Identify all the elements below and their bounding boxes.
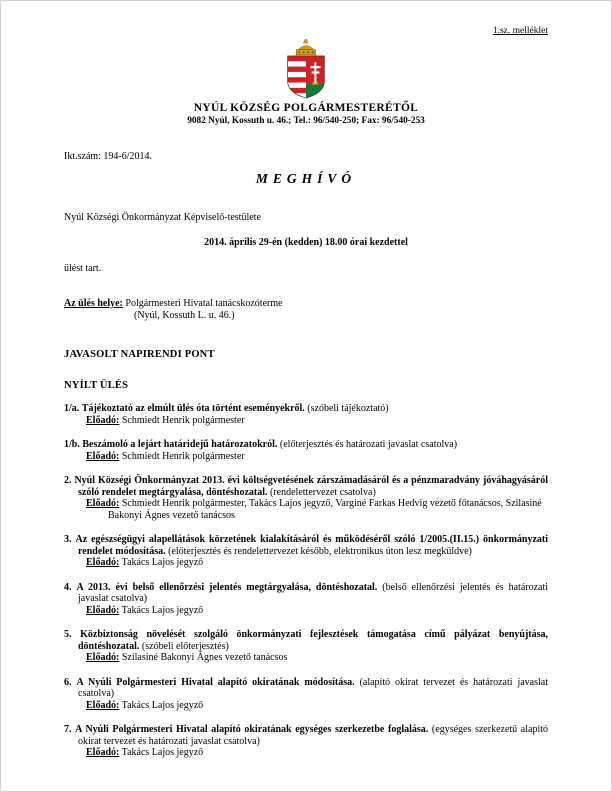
- venue-block: [64, 298, 548, 321]
- presenter-line: [64, 415, 548, 427]
- presenter-label: Előadó:: [86, 498, 120, 509]
- agenda-item-title: A 2013. évi belső ellenőrzési jelentés megtárgyalása, döntéshozatal.: [76, 581, 378, 593]
- presenter-line: [64, 605, 548, 617]
- agenda-item-title: Tájékoztató az elmúlt ülés óta történt eseményekről.: [81, 403, 305, 414]
- agenda-item-number: 6.: [64, 676, 72, 688]
- agenda-item: [64, 403, 548, 426]
- venue-line: [64, 298, 548, 310]
- presenter-names: Takács Lajos jegyző: [121, 699, 204, 711]
- meeting-datetime-line: 2014. április 29-én (kedden) 18.00 órai kezdettel: [204, 237, 408, 248]
- agenda-item-note: (szóbeli tájékoztató): [307, 403, 389, 414]
- agenda-item-note: (szóbeli előterjesztés): [141, 640, 229, 652]
- agenda-item-text: [64, 403, 548, 415]
- holds-meeting-line: ülést tart.: [64, 262, 102, 274]
- agenda-item-title: Nyúl Községi Önkormányzat 2013. évi költségvetésének zárszámadásáról és a pénzmaradvány jóváhagyásáról szóló rendelet megtárgyalása, döntéshozatal.: [74, 475, 549, 498]
- session-heading: NYÍLT ÜLÉS: [64, 380, 129, 391]
- shield-icon: [288, 56, 325, 99]
- presenter-label: Előadó:: [86, 557, 120, 568]
- presenter-label: Előadó:: [86, 450, 120, 462]
- agenda-item-note: (belső ellenőrzési jelentés és határozati javaslat csatolva): [78, 581, 549, 604]
- presenter-label: Előadó:: [86, 604, 120, 616]
- agenda-item: [64, 582, 548, 617]
- presenter-label: Előadó:: [86, 652, 120, 663]
- agenda-item-number: 7.: [64, 724, 72, 735]
- agenda-item-title: Közbiztonság növelését szolgáló önkormányzati fejlesztések támogatása című pályázat benyújtása, döntéshozatal.: [78, 629, 549, 652]
- presenter-line: [64, 652, 548, 664]
- agenda-item-title: A Nyúli Polgármesteri Hivatal alapító okiratának módosítása.: [76, 676, 355, 688]
- agenda-item: [64, 439, 548, 462]
- agenda-heading: JAVASOLT NAPIRENDI PONT: [64, 349, 215, 360]
- presenter-label: Előadó:: [86, 699, 120, 711]
- agenda-item-note: (egységes szerkezetű alapító okirat tervezet és határozati javaslat csatolva): [78, 724, 549, 747]
- agenda-item: [64, 475, 548, 521]
- agenda-item-note: (alapító okirat tervezet és határozati javaslat csatolva): [78, 676, 549, 699]
- agenda-item-number: 1/a.: [64, 403, 80, 414]
- agenda-item-text: [64, 724, 548, 747]
- presenter-names: Takács Lajos jegyző: [121, 604, 204, 616]
- presenter-line: [64, 557, 548, 569]
- presenter-names: Takács Lajos jegyző: [121, 747, 204, 758]
- agenda-item-text: [64, 534, 548, 557]
- agenda-item-note: (előterjesztés és határozati javaslat csatolva): [279, 439, 458, 450]
- venue-name: Polgármesteri Hivatal tanácskozóterme: [125, 298, 283, 309]
- presenter-line: [64, 700, 548, 712]
- presenter-label: Előadó:: [86, 747, 120, 758]
- office-title: NYÚL KÖZSÉG POLGÁRMESTERÉTŐL: [193, 102, 419, 114]
- presenter-line: [64, 451, 548, 463]
- agenda-item: [64, 724, 548, 759]
- office-address: 9082 Nyúl, Kossuth u. 46.; Tel.: 96/540-250; Fax: 96/540-253: [187, 116, 425, 126]
- agenda-item: [64, 534, 548, 569]
- agenda-list: [64, 403, 548, 759]
- presenter-names: Schmiedt Henrik polgármester: [121, 414, 245, 426]
- agenda-item-title: Beszámoló a lejárt határidejű határozatokról.: [82, 439, 278, 450]
- reference-number: Ikt.szám: 194-6/2014.: [64, 151, 153, 162]
- agenda-item: [64, 629, 548, 664]
- presenter-line: [64, 498, 548, 521]
- agenda-item-note: (rendelettervezet csatolva): [270, 486, 376, 498]
- agenda-item-text: [64, 677, 548, 700]
- agenda-item-number: 3.: [64, 534, 72, 545]
- document-title: MEGHÍVÓ: [255, 170, 357, 186]
- agenda-item-number: 2.: [64, 475, 72, 486]
- agenda-item-text: [64, 582, 548, 605]
- agenda-item-note: (előterjesztés és rendelettervezet később, elektronikus úton lesz megküldve): [168, 545, 472, 557]
- presenter-label: Előadó:: [86, 414, 120, 426]
- agenda-item-text: [64, 439, 548, 451]
- presenter-line: [64, 747, 548, 759]
- presenter-names: Szilasiné Bakonyi Ágnes vezető tanácsos: [121, 652, 288, 663]
- venue-address: (Nyúl, Kossuth L. u. 46.): [134, 309, 235, 321]
- agenda-item-number: 5.: [64, 629, 72, 640]
- agenda-item-number: 4.: [64, 581, 72, 593]
- hungarian-coat-of-arms-icon: [285, 39, 327, 99]
- agenda-item-title: Az egészségügyi alapellátások körzetének kialakításáról és működéséről szóló 1/2005.(II.15.) önkormányzati rendelet módosítása.: [75, 534, 549, 557]
- agenda-item: [64, 677, 548, 712]
- agenda-item-title: A Nyúli Polgármesteri Hivatal alapító okiratának egységes szerkezetbe foglalása.: [75, 724, 429, 735]
- presenter-names: Takács Lajos jegyző: [121, 557, 204, 568]
- agenda-item-number: 1/b.: [64, 439, 80, 450]
- agenda-item-text: [64, 475, 548, 498]
- presenter-names: Schmiedt Henrik polgármester: [121, 450, 245, 462]
- venue-label: Az ülés helye:: [64, 298, 123, 309]
- attachment-label: 1.sz. melléklet: [492, 26, 548, 36]
- presenter-names: Schmiedt Henrik polgármester, Takács Lajos jegyző, Varginé Farkas Hedvig vezető főtanácsos, Szilasiné Bakonyi Ágnes vezető tanácsos: [108, 498, 542, 521]
- council-name-line: Nyúl Községi Önkormányzat Képviselő-testülete: [64, 211, 261, 223]
- agenda-item-text: [64, 629, 548, 652]
